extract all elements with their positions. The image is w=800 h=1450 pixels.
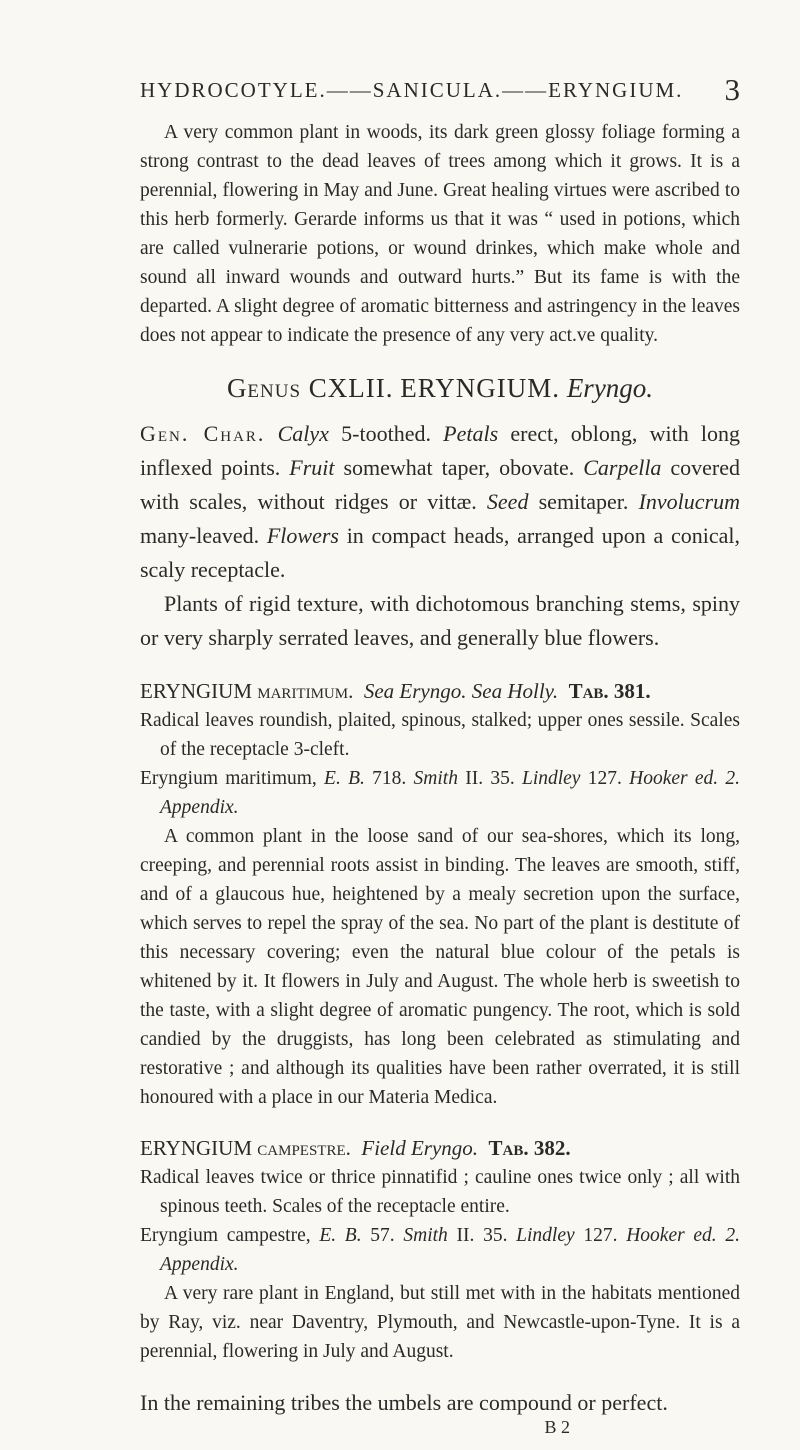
char-term: Calyx <box>277 421 329 446</box>
species-genus: ERYNGIUM <box>140 679 253 703</box>
char-text: semitaper. <box>528 489 639 514</box>
species-epithet: campestre. <box>257 1136 351 1160</box>
species-diagnosis: Radical leaves twice or thrice pinnatifid ; cauline ones twice only ; all with spinous teeth. Scales of the receptacle entire. <box>140 1167 740 1217</box>
char-term: Seed <box>486 489 529 514</box>
genus-common-name: Eryngo. <box>566 373 654 403</box>
page-body <box>140 118 740 1437</box>
ref-text: 718. <box>364 768 414 789</box>
ref-lindley: Lindley <box>521 768 581 789</box>
running-head-title: HYDROCOTYLE.——SANICULA.——ERYNGIUM. <box>140 78 684 102</box>
char-term: Involucrum <box>638 489 740 514</box>
species-references <box>140 764 740 822</box>
species-heading-campestre <box>140 1134 740 1163</box>
char-text: many-leaved. <box>140 523 267 548</box>
ref-text: Eryngium campestre, <box>140 1225 320 1246</box>
ref-hooker: Hooker ed. 2. Appendix. <box>160 768 741 818</box>
closing-line: In the remaining tribes the umbels are compound or perfect. <box>140 1390 668 1415</box>
ref-text: II. 35. <box>447 1225 517 1246</box>
ref-smith: Smith <box>413 768 458 789</box>
genus-number: Genus CXLII. <box>226 373 394 403</box>
ref-eb: E. B. <box>324 768 365 789</box>
ref-text: II. 35. <box>457 768 522 789</box>
signature-mark: B 2 <box>544 1417 570 1437</box>
char-text: 5-toothed. <box>328 421 444 446</box>
ref-text: 127. <box>580 768 630 789</box>
ref-text: 57. <box>361 1225 404 1246</box>
generic-character <box>140 417 740 587</box>
plants-description: Plants of rigid texture, with dichotomous branching stems, spiny or very sharply serrated leaves, and generally blue flowers. <box>140 591 740 650</box>
page-number: 3 <box>724 72 740 107</box>
ref-smith: Smith <box>403 1225 448 1246</box>
char-text: in compact heads, arranged upon a conical, scaly receptacle. <box>140 523 741 582</box>
running-header <box>140 72 740 107</box>
ref-eb: E. B. <box>319 1225 362 1246</box>
species-diagnosis: Radical leaves roundish, plaited, spinous, stalked; upper ones sessile. Scales of the receptacle 3-cleft. <box>140 710 740 760</box>
char-text: somewhat taper, obovate. <box>334 455 584 480</box>
intro-paragraph: A very common plant in woods, its dark green glossy foliage forming a strong contrast to the dead leaves of trees among which it grows. It is a perennial, flowering in May and June. Great healing virtues were ascribed to this herb formerly. Gerarde informs us that it was “ used in potions, which are called vulnerarie potions, or wound drinkes, which make whole and sound all inward wounds and outward hurts.” But its fame is with the departed. A slight degree of aromatic bitterness and astringency in the leaves does not appear to indicate the presence of any very act.ve quality. <box>140 122 740 346</box>
genus-heading <box>140 374 740 403</box>
genus-name: ERYNGIUM. <box>400 373 561 403</box>
ref-text: 127. <box>574 1225 627 1246</box>
species-references <box>140 1221 740 1279</box>
plate-reference: Tab. 381. <box>568 679 651 703</box>
char-term: Carpella <box>583 455 662 480</box>
char-text: erect, oblong, with long inflexed points. <box>140 421 740 480</box>
gen-char-label: Gen. Char. <box>140 421 266 446</box>
species-description: A common plant in the loose sand of our sea-shores, which its long, creeping, and perennial roots assist in binding. The leaves are smooth, stiff, and of a glaucous hue, heightened by a mealy secretion upon the surface, which serves to repel the spray of the sea. No part of the plant is destitute of this necessary covering; even the natural blue colour of the petals is whitened by it. It flowers in July and August. The whole herb is sweetish to the taste, with a slight degree of aromatic pungency. The root, which is sold candied by the druggists, has long been celebrated as stimulating and restorative ; and although its qualities have been rather overrated, it is still honoured with a place in our Materia Medica. <box>140 826 740 1108</box>
char-term: Petals <box>443 421 499 446</box>
species-heading-maritimum <box>140 677 740 706</box>
species-common-name: Field Eryngo. <box>361 1136 479 1160</box>
species-epithet: maritimum. <box>257 679 354 703</box>
species-description: A very rare plant in England, but still met with in the habitats mentioned by Ray, viz. near Daventry, Plymouth, and Newcastle-upon-Tyne. It is a perennial, flowering in July and August. <box>140 1283 740 1362</box>
plate-reference: Tab. 382. <box>488 1136 571 1160</box>
ref-text: Eryngium maritimum, <box>140 768 325 789</box>
char-term: Fruit <box>289 455 335 480</box>
species-genus: ERYNGIUM <box>140 1136 253 1160</box>
species-common-name: Sea Eryngo. Sea Holly. <box>363 679 559 703</box>
char-text: covered with scales, without ridges or vittæ. <box>140 455 740 514</box>
char-term: Flowers <box>266 523 339 548</box>
ref-hooker: Hooker ed. 2. Appendix. <box>160 1225 741 1275</box>
ref-lindley: Lindley <box>516 1225 575 1246</box>
